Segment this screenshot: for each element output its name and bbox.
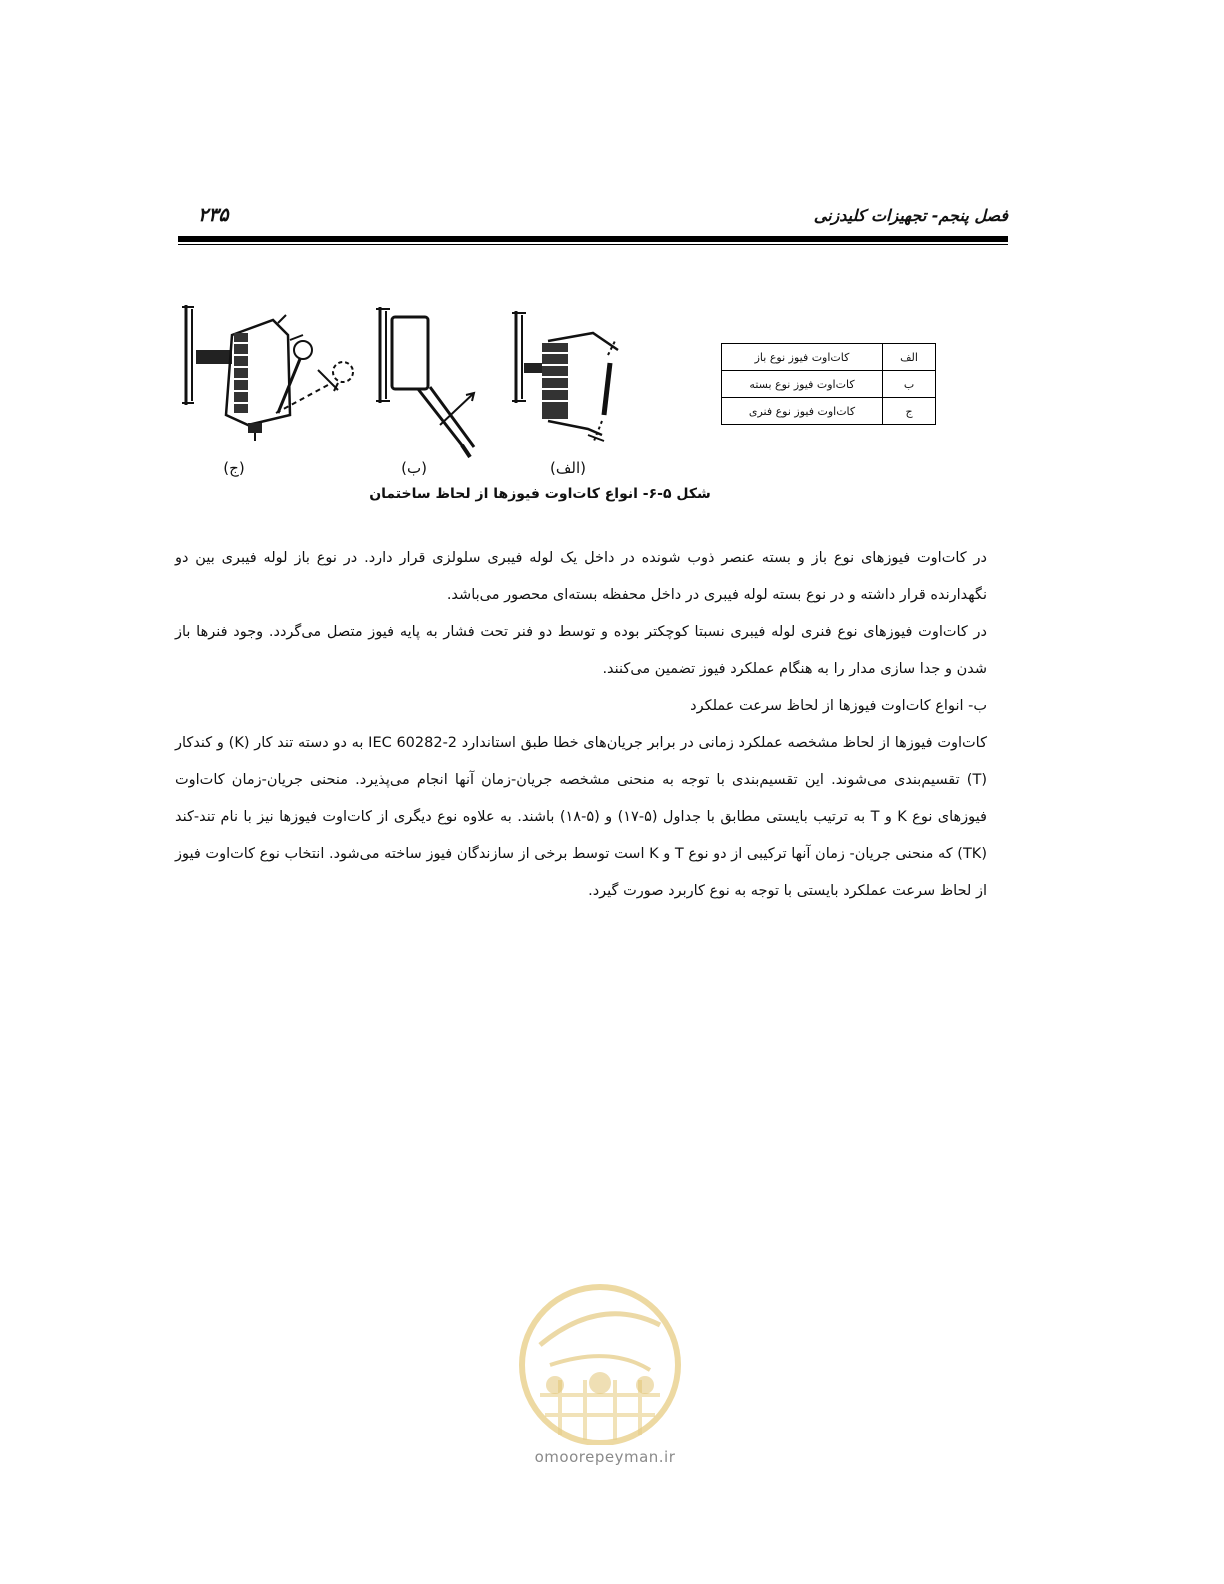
paragraph: کات‌اوت فیوزها از لحاظ مشخصه عملکرد زمانی در برابر جریان‌های خطا طبق استاندارد IEC 60282-2 به دو دسته تند کار (K) و کندکار (T) تقسیم‌بندی می‌شوند. این تقسیم‌بندی با توجه به منحنی مشخصه جریان-زمان آنها انجام می‌پذیرد. منحنی جریان-زمان کات‌اوت فیوزهای نوع K و T به ترتیب بایستی مطابق با جداول (۵-۱۷) و (۵-۱۸) باشند. به علاوه نوع دیگری از کات‌اوت فیوزها نیز با نام تند-کند (TK) که منحنی جریان- زمان آنها ترکیبی از دو نوع T و K است توسط برخی از سازندگان فیوز ساخته می‌شود. انتخاب نوع کات‌اوت فیوز از لحاظ سرعت عملکرد بایستی با توجه به نوع کاربرد صورت گیرد. bbox=[175, 735, 987, 899]
cutout-fuse-figure bbox=[178, 295, 778, 485]
watermark-url: omoorepeyman.ir bbox=[534, 1448, 676, 1466]
figure-caption: شکل ۵-۶- انواع کات‌اوت فیوزها از لحاظ ساختمان bbox=[369, 486, 711, 502]
header-rule bbox=[178, 236, 1008, 242]
body-text bbox=[175, 540, 987, 910]
fuse-type-legend bbox=[721, 343, 936, 425]
legend-label: کات‌اوت فیوز نوع باز bbox=[722, 344, 883, 371]
figure-label-a: (الف) bbox=[550, 459, 586, 477]
legend-key: الف bbox=[883, 344, 936, 371]
figure-label-c: (ج) bbox=[223, 459, 245, 477]
fuse-drawing-b bbox=[376, 307, 474, 457]
legend-label: کات‌اوت فیوز نوع بسته bbox=[722, 371, 883, 398]
paragraph: در کات‌اوت فیوزهای نوع باز و بسته عنصر ذوب شونده در داخل یک لوله فیبری سلولزی قرار دارد. در نوع باز لوله فیبری بین دو نگهدارنده قرار داشته و در نوع بسته لوله فیبری در داخل محفظه بسته‌ای محصور می‌باشد. bbox=[175, 550, 987, 603]
figure-label-b: (ب) bbox=[401, 459, 427, 477]
legend-key: ج bbox=[883, 398, 936, 425]
header-rule-thin bbox=[178, 244, 1008, 245]
section-heading: ب- انواع کات‌اوت فیوزها از لحاظ سرعت عملکرد bbox=[690, 698, 987, 714]
fuse-drawing-c bbox=[182, 305, 353, 441]
legend-row bbox=[722, 371, 936, 398]
legend-row bbox=[722, 344, 936, 371]
page-number: ۲۳۵ bbox=[198, 204, 229, 226]
paragraph: در کات‌اوت فیوزهای نوع فنری لوله فیبری نسبتا کوچکتر بوده و توسط دو فنر تحت فشار به پایه فیوز متصل می‌گردد. وجود فنرها باز شدن و جدا سازی مدار را به هنگام عملکرد فیوز تضمین می‌کنند. bbox=[175, 624, 987, 677]
legend-row bbox=[722, 398, 936, 425]
fuse-drawing-a bbox=[512, 311, 618, 441]
legend-label: کات‌اوت فیوز نوع فنری bbox=[722, 398, 883, 425]
legend-key: ب bbox=[883, 371, 936, 398]
chapter-title: فصل پنجم- تجهیزات کلیدزنی bbox=[813, 206, 1008, 225]
